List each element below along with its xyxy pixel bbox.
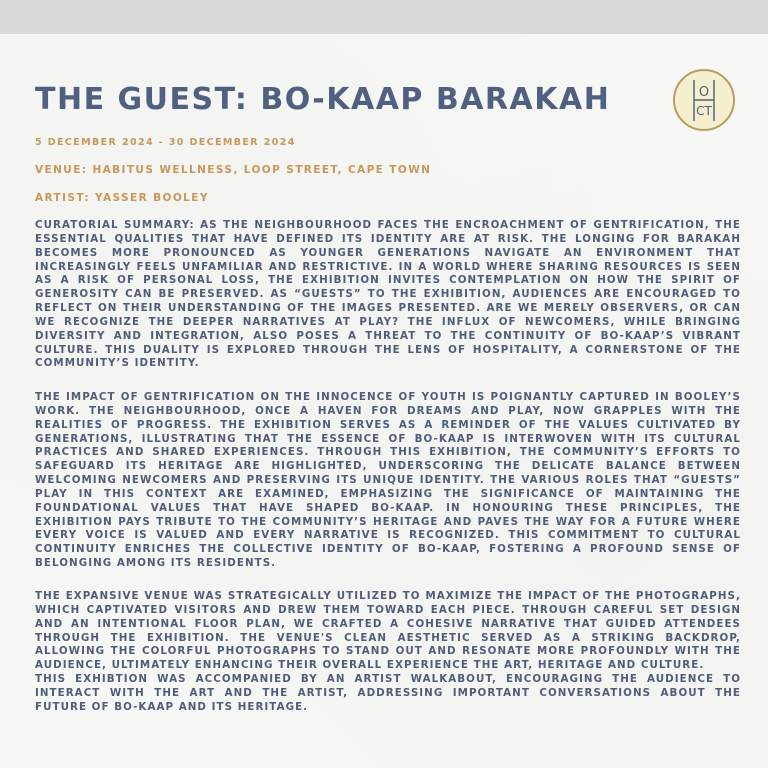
top-bar bbox=[0, 0, 768, 34]
logo-mark bbox=[675, 71, 733, 129]
exhibition-venue: VENUE: HABITUS WELLNESS, LOOP STREET, CAPE TOWN bbox=[35, 164, 432, 176]
logo-bottom-letters: CT bbox=[696, 104, 712, 118]
page-title: THE GUEST: BO-KAAP BARAKAH bbox=[35, 82, 611, 117]
gallery-logo bbox=[673, 69, 735, 131]
logo-top-letter: O bbox=[698, 85, 710, 100]
venue-description-paragraph: THE EXPANSIVE VENUE WAS STRATEGICALLY UTILIZED TO MAXIMIZE THE IMPACT OF THE PHOTOGRAPHS, WHICH CAPTIVATED VISITORS AND DREW THEM TOWARD EACH PIECE. THROUGH CAREFUL SET DESIGN AND AN INTENTIONAL FLOOR PLAN, WE CRAFTED A COHESIVE NARRATIVE THAT GUIDED ATTENDEES THROUGH THE EXHIBITION. THE VENUE'S CLEAN AESTHETIC SERVED AS A STRIKING BACKDROP, ALLOWING THE COLORFUL PHOTOGRAPHS TO STAND OUT AND RESONATE MORE PROFOUNDLY WITH THE AUDIENCE, ULTIMATELY ENHANCING THEIR OVERALL EXPERIENCE THE ART, HERITAGE AND CULTURE. THIS EXHIBTION WAS ACCOMPANIED BY AN ARTIST WALKABOUT, ENCOURAGING THE AUDIENCE TO INTERACT WITH THE ART AND THE ARTIST, ADDRESSING IMPORTANT CONVERSATIONS ABOUT THE FUTURE OF BO-KAAP AND ITS HERITAGE. bbox=[35, 590, 741, 713]
gentrification-impact-paragraph: THE IMPACT OF GENTRIFICATION ON THE INNOCENCE OF YOUTH IS POIGNANTLY CAPTURED IN BOOLEY’S WORK. THE NEIGHBOURHOOD, ONCE A HAVEN FOR DREAMS AND PLAY, NOW GRAPPLES WITH THE REALITIES OF PROGRESS. THE EXHIBITION SERVES AS A REMINDER OF THE VALUES CULTIVATED BY GENERATIONS, ILLUSTRATING THAT THE ESSENCE OF BO-KAAP IS INTERWOVEN WITH ITS CULTURAL PRACTICES AND SHARED EXPERIENCES. THROUGH THIS EXHIBITION, THE COMMUNITY’S EFFORTS TO SAFEGUARD ITS HERITAGE ARE HIGHLIGHTED, UNDERSCORING THE DELICATE BALANCE BETWEEN WELCOMING NEWCOMERS AND PRESERVING ITS UNIQUE IDENTITY. THE VARIOUS ROLES THAT “GUESTS” PLAY IN THIS CONTEXT ARE EXAMINED, EMPHASIZING THE SIGNIFICANCE OF MAINTAINING THE FOUNDATIONAL VALUES THAT HAVE SHAPED BO-KAAP. IN HONOURING THESE PRINCIPLES, THE EXHIBITION PAYS TRIBUTE TO THE COMMUNITY’S HERITAGE AND PAVES THE WAY FOR A FUTURE WHERE EVERY VOICE IS VALUED AND EVERY NARRATIVE IS RECOGNIZED. THIS COMMITMENT TO CULTURAL CONTINUITY ENRICHES THE COLLECTIVE IDENTITY OF BO-KAAP, FOSTERING A PROFOUND SENSE OF BELONGING AMONG ITS RESIDENTS. bbox=[35, 391, 741, 570]
curatorial-summary-paragraph: CURATORIAL SUMMARY: AS THE NEIGHBOURHOOD FACES THE ENCROACHMENT OF GENTRIFICATION, THE ESSENTIAL QUALITIES THAT HAVE DEFINED ITS IDENTITY ARE AT RISK. THE LONGING FOR BARAKAH BECOMES MORE PRONOUNCED AS YOUNGER GENERATIONS NAVIGATE AN ENVIRONMENT THAT INCREASINGLY FEELS UNFAMILIAR AND RESTRICTIVE. IN A WORLD WHERE SHARING RESOURCES IS SEEN AS A RISK OF PERSONAL LOSS, THE EXHIBITION INVITES CONTEMPLATION ON HOW THE SPIRIT OF GENEROSITY CAN BE PRESERVED. AS “GUESTS” TO THE EXHIBITION, AUDIENCES ARE ENCOURAGED TO REFLECT ON THEIR UNDERSTANDING OF THE IMAGES PRESENTED. ARE WE MERELY OBSERVERS, OR CAN WE RECOGNIZE THE DEEPER NARRATIVES AT PLAY? THE INFLUX OF NEWCOMERS, WHILE BRINGING DIVERSITY AND INTEGRATION, ALSO POSES A THREAT TO THE CONTINUITY OF BO-KAAP’S VIBRANT CULTURE. THIS DUALITY IS EXPLORED THROUGH THE LENS OF HOSPITALITY, A CORNERSTONE OF THE COMMUNITY’S IDENTITY. bbox=[35, 219, 741, 370]
exhibition-artist: ARTIST: YASSER BOOLEY bbox=[35, 192, 209, 204]
exhibition-dates: 5 DECEMBER 2024 - 30 DECEMBER 2024 bbox=[35, 137, 296, 148]
